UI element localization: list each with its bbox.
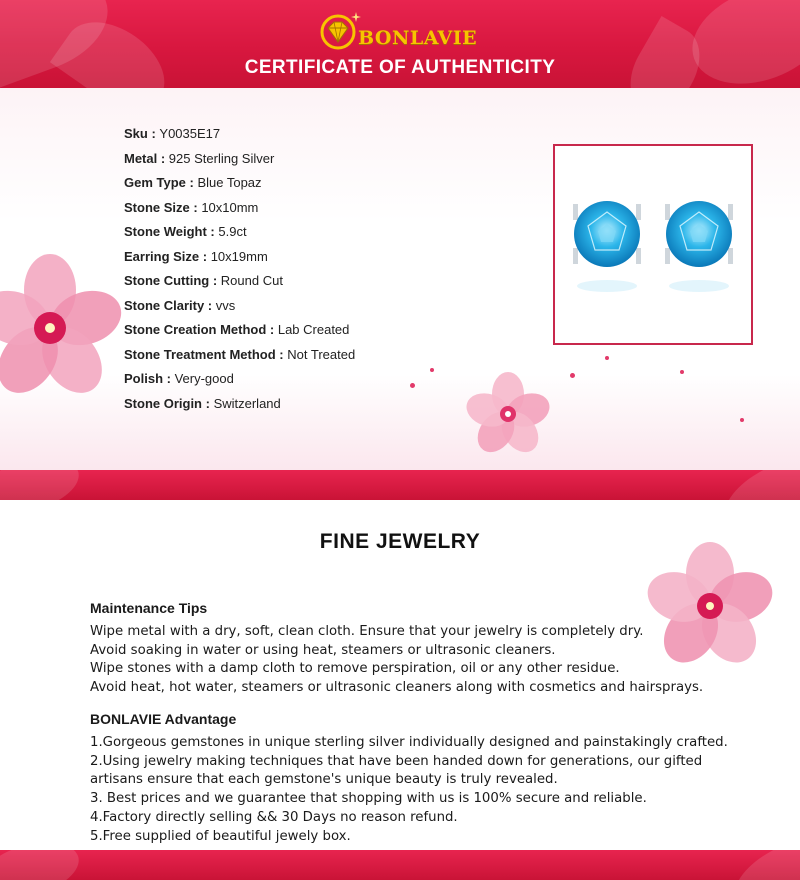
spec-value: Round Cut [220, 273, 283, 288]
spec-label: Gem Type [124, 175, 186, 190]
decor-petal [0, 850, 85, 880]
spec-value: Lab Created [277, 322, 350, 337]
certificate-body [0, 88, 800, 470]
spec-value: Y0035E17 [159, 126, 221, 141]
spec-value: 5.9ct [218, 224, 247, 239]
sparkle-dot [570, 373, 575, 378]
list-item: 3. Best prices and we guarantee that shopping with us is 100% secure and reliable. [90, 791, 647, 807]
list-item: Avoid soaking in water or using heat, steamers or ultrasonic cleaners. [90, 642, 556, 658]
spec-value: vvs [215, 297, 236, 313]
spec-row: Stone Treatment Method : Not Treated [124, 346, 356, 362]
sparkle-dot [740, 418, 744, 422]
maintenance-list [90, 623, 703, 698]
footer-banner [0, 850, 800, 880]
list-item: 5.Free supplied of beautiful jewely box. [90, 828, 351, 844]
spec-list [124, 122, 355, 416]
list-item: 2.Using jewelry making techniques that have been handed down for generations, our gifted [90, 753, 703, 769]
spec-value: 925 Sterling Silver [168, 150, 275, 166]
decor-petal [724, 850, 800, 880]
spec-value: Blue Topaz [197, 175, 262, 190]
list-item: Wipe metal with a dry, soft, clean cloth. Ensure that your jewelry is completely dry. [90, 624, 644, 639]
spec-label: Polish [124, 371, 164, 386]
spec-label: Sku [124, 126, 148, 141]
spec-row: Stone Origin : Switzerland [124, 395, 281, 411]
certificate-title: CERTIFICATE OF AUTHENTICITY [244, 57, 556, 78]
sparkle-dot [410, 383, 415, 388]
spec-row: Stone Size : 10x10mm [124, 199, 259, 215]
spec-row: Metal : 925 Sterling Silver [124, 150, 275, 166]
spec-row: Stone Creation Method : Lab Created [124, 322, 350, 337]
list-item: Avoid heat, hot water, steamers or ultrasonic cleaners along with cosmetics and hairsprays. [90, 680, 704, 696]
sparkle-dot [605, 356, 609, 360]
spec-row: Sku : Y0035E17 [124, 126, 221, 141]
list-item: 4.Factory directly selling && 30 Days no reason refund. [90, 809, 458, 825]
spec-row: Earring Size : 10x19mm [124, 248, 268, 264]
spec-value: 10x19mm [210, 248, 268, 264]
spec-row: Stone Cutting : Round Cut [124, 273, 283, 288]
spec-label: Stone Treatment Method [124, 346, 276, 362]
spec-label: Stone Creation Method [124, 322, 267, 337]
list-item: artisans ensure that each gemstone's unique beauty is truly revealed. [90, 772, 558, 788]
advantage-list [90, 734, 728, 846]
blue-topaz-earrings-icon [555, 146, 751, 343]
spec-value: Switzerland [213, 395, 281, 411]
product-photo [553, 144, 753, 345]
spec-value: Very-good [174, 371, 234, 386]
flower-decoration-icon [460, 368, 560, 458]
spec-label: Stone Cutting [124, 273, 210, 288]
sparkle-dot [680, 370, 684, 374]
spec-value: 10x10mm [201, 199, 259, 215]
brand-logo [318, 10, 488, 50]
divider-banner [0, 470, 800, 500]
list-item: 1.Gorgeous gemstones in unique sterling silver individually designed and painstakingly crafted. [90, 735, 728, 750]
decor-petal [0, 470, 85, 500]
decor-petal [714, 470, 800, 500]
sparkle-dot [430, 368, 434, 372]
header-banner [0, 0, 800, 88]
spec-value: Not Treated [287, 346, 356, 362]
spec-label: Metal [124, 150, 158, 166]
diamond-logo-icon [318, 10, 362, 50]
maintenance-heading: Maintenance Tips [90, 600, 208, 616]
spec-label: Stone Size [124, 199, 190, 215]
spec-row: Stone Clarity : vvs [124, 297, 236, 313]
spec-label: Stone Weight [124, 224, 207, 239]
spec-label: Stone Clarity [124, 297, 205, 313]
advantage-heading: BONLAVIE Advantage [90, 711, 237, 727]
spec-row: Polish : Very-good [124, 371, 234, 386]
brand-name: BONLAVIE [358, 27, 478, 49]
spec-label: Stone Origin [124, 395, 202, 411]
spec-row: Gem Type : Blue Topaz [124, 175, 262, 190]
spec-label: Earring Size [124, 248, 200, 264]
section-title: FINE JEWELRY [319, 530, 481, 553]
spec-row: Stone Weight : 5.9ct [124, 224, 247, 239]
list-item: Wipe stones with a damp cloth to remove perspiration, oil or any other residue. [90, 661, 620, 677]
